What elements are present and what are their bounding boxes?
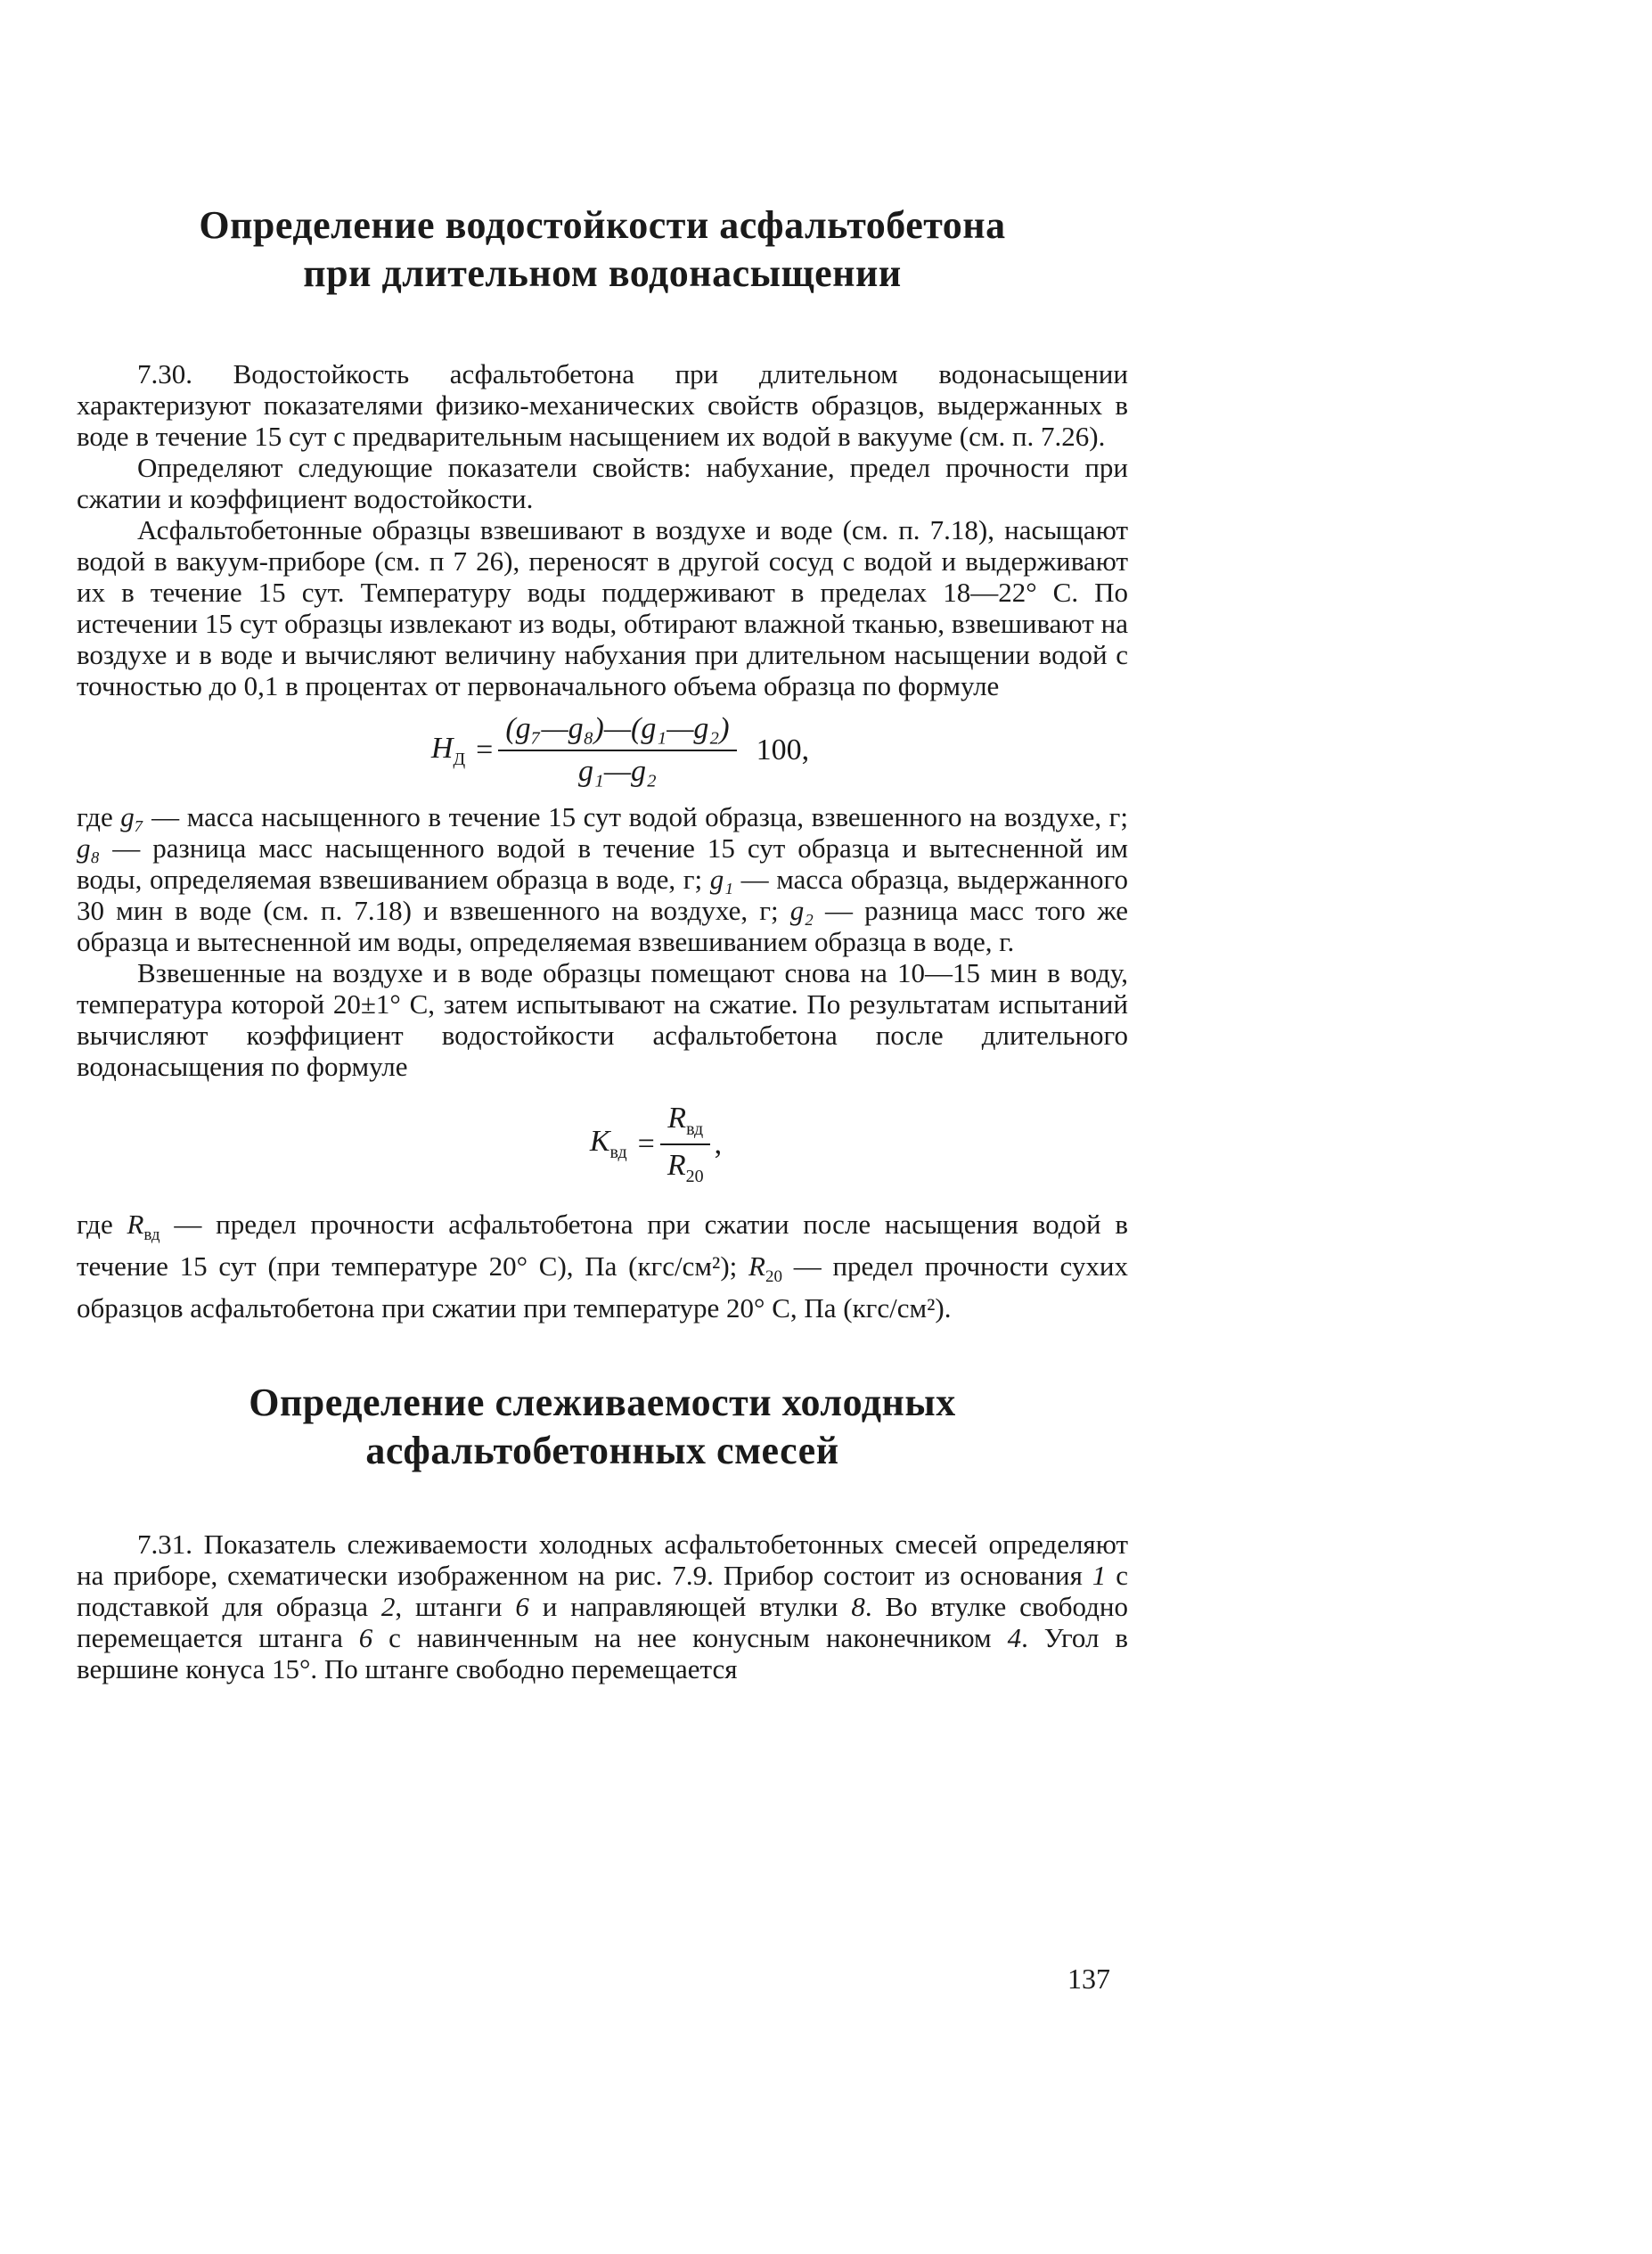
paragraph-compression: Взвешенные на воздухе и в воде образцы помещают снова на 10—15 мин в воду, температура которой 20±1° С, затем испытывают на сжатие. По результатам испытаний вычисляют коэффициент водостойкости асфальтобетона после длительного водонасыщения по формуле [77, 957, 1128, 1082]
variable-definition: — масса образца, выдержанного 30 мин в воде (см. п. 7.18) и взвешенного на воздухе, г; [77, 864, 1129, 926]
formula-multiplier: 100, [756, 734, 810, 766]
variable-definition: — предел прочности асфальтобетона при сжатии после насыщения водой в течение 15 сут (при температуре 20° С), Па (кгс/см²); [77, 1208, 1129, 1282]
section-title [77, 1379, 1128, 1475]
figure-reference-number: 4 [1007, 1621, 1022, 1653]
paragraph-text: . Угол в вершине конуса 15°. По штанге свободно перемещается [77, 1621, 1128, 1684]
variable-symbol: g₂ [789, 895, 814, 926]
paragraph-properties: Определяют следующие показатели свойств: набухание, предел прочности при сжатии и коэффициент водостойкости. [77, 452, 1128, 514]
formula2-numerator: $R_{вд}$ [660, 1102, 710, 1145]
paragraph-text: , штанги [395, 1590, 516, 1622]
paragraph-7-30: 7.30. Водостойкость асфальтобетона при длительном водонасыщении характеризуют показателями физико-механических свойств образцов, выдержанных в воде в течение 15 сут с предварительным насыщением их водой в вакууме (см. п. 7.26). [77, 358, 1128, 452]
page-number: 137 [1067, 1963, 1110, 1995]
figure-reference-number: 6 [358, 1621, 373, 1653]
formula-denominator: g₁—g₂ [578, 755, 657, 788]
variable-definition: — масса насыщенного в течение 15 сут водой образца, взвешенного на воздухе, г; [143, 801, 1128, 832]
formula2-lhs: $K_{вд}$ [589, 1125, 627, 1163]
paragraph-7-31 [77, 1529, 1128, 1684]
variable-symbol: g₈ [77, 832, 101, 864]
formula-swelling: $H_Д$ = $\frac{\text{(g₇—g₈)—(g₁—g₂)}}{\text{g₁—g₂}}$ 100, [430, 712, 810, 788]
paragraph-where-g [77, 801, 1128, 957]
title-line-1: Определение слеживаемости холодных [249, 1380, 956, 1424]
variable-definition: — разница масс насыщенного водой в течение 15 сут образца и вытесненной им воды, определяемая взвешиванием образца в воде, г; [77, 832, 1128, 895]
paragraph-text: и направляющей втулки [528, 1590, 852, 1622]
title-line-1: Определение водостойкости асфальтобетона [199, 203, 1006, 247]
paragraph-text: с навинченным на нее конусным наконечником [372, 1621, 1008, 1653]
variable-symbol: g₁ [709, 864, 733, 895]
page-content [77, 201, 1128, 1684]
figure-reference-number: 2 [380, 1590, 396, 1622]
where-word: где [77, 801, 121, 832]
section-caking [77, 1379, 1128, 1684]
section-water-resistance [77, 201, 1128, 1324]
variable-symbol: g₇ [120, 801, 144, 832]
title-line-2: при длительном водонасыщении [303, 251, 902, 295]
variable-symbol: $R_{вд}$ [127, 1208, 160, 1244]
formula-lhs: $H_Д$ [430, 731, 466, 769]
paragraph-procedure: Асфальтобетонные образцы взвешивают в воздухе и воде (см. п. 7.18), насыщают водой в вакуум-приборе (см. п 7 26), переносят в другой сосуд с водой и выдерживают их в течение 15 сут. Температуру воды поддерживают в пределах 18—22° С. По истечении 15 сут образцы извлекают из воды, обтирают влажной тканью, взвешивают на воздухе и в воде и вычисляют величину набухания при длительном насыщении водой с точностью до 0,1 в процентах от первоначального объема образца по формуле [77, 514, 1128, 701]
variable-symbol: $R_{20}$ [748, 1250, 782, 1286]
paragraph-text: . Во втулке свободно перемещается штанга [77, 1590, 1129, 1653]
title-line-2: асфальтобетонных смесей [365, 1428, 839, 1472]
where-word: где [77, 1208, 127, 1240]
formula-fraction [498, 712, 736, 789]
figure-reference-number: 1 [1092, 1559, 1107, 1591]
figure-reference-number: 6 [515, 1590, 529, 1622]
formula2-fraction [660, 1102, 711, 1187]
section-title [77, 201, 1128, 298]
formula-coefficient: $K_{вд}$ = $\frac{R_{вд}}{R_{20}}$ , [589, 1102, 723, 1186]
paragraph-text: с подставкой для образца [77, 1559, 1128, 1622]
variable-definition: — разница масс того же образца и вытесненной им воды, определяемая взвешиванием образца в воде, г. [77, 895, 1128, 957]
formula-numerator: (g₇—g₈)—(g₁—g₂) [498, 712, 736, 751]
formula2-denominator: $R_{20}$ [667, 1148, 704, 1186]
paragraph-where-r [77, 1209, 1128, 1324]
paragraph-text: 7.31. Показатель слеживаемости холодных асфальтобетонных смесей определяют на приборе, схематически изображенном на рис. 7.9. Прибор состоит из основания [77, 1528, 1128, 1591]
variable-definition: — предел прочности сухих образцов асфальтобетона при сжатии при температуре 20° С, Па (кгс/см²). [77, 1250, 1128, 1324]
figure-reference-number: 8 [851, 1590, 865, 1622]
formula2-tail: , [714, 1127, 723, 1160]
